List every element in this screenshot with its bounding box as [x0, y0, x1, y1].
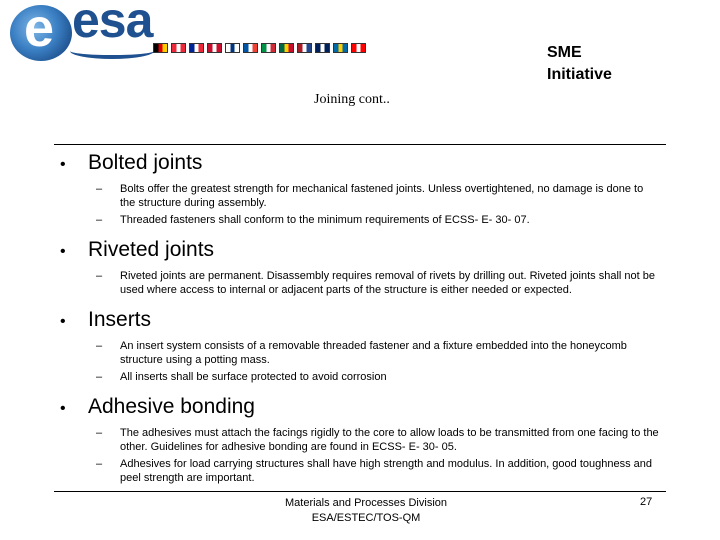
footer: [230, 496, 502, 526]
flag-icon: [225, 43, 240, 53]
flag-icon: [153, 43, 168, 53]
section-title: Adhesive bonding: [88, 395, 255, 418]
bullet-section: [60, 307, 660, 384]
esa-logo: [10, 0, 370, 63]
dash-marker: –: [96, 458, 103, 470]
section-title: Riveted joints: [88, 238, 215, 261]
top-divider: [54, 144, 666, 145]
bullet-icon: •: [60, 156, 66, 173]
bottom-divider: [54, 491, 666, 492]
sub-item-list: [60, 182, 660, 227]
flag-icon: [189, 43, 204, 53]
list-item: [60, 426, 660, 454]
dash-marker: –: [96, 214, 103, 226]
slide-subtitle: Joining cont..: [314, 92, 390, 107]
flag-icon: [261, 43, 276, 53]
logo-globe-letter: e: [24, 0, 55, 58]
bullet-icon: •: [60, 400, 66, 417]
dash-marker: –: [96, 371, 103, 383]
list-item-text: All inserts shall be surface protected to avoid corrosion: [120, 371, 387, 383]
list-item: [60, 339, 660, 367]
globe-icon: [10, 0, 72, 61]
list-item: [60, 213, 660, 227]
sme-line-2: Initiative: [547, 66, 612, 83]
dash-marker: –: [96, 340, 103, 352]
section-title: Inserts: [88, 308, 152, 331]
bullet-section: [60, 237, 660, 297]
list-item-text: Threaded fasteners shall conform to the minimum requirements of ECSS- E- 30- 07.: [120, 214, 530, 226]
list-item: [60, 457, 660, 485]
bullet-heading: [60, 237, 660, 265]
flag-icon: [279, 43, 294, 53]
sub-item-list: [60, 339, 660, 384]
bullet-icon: •: [60, 243, 66, 260]
bullet-section: [60, 394, 660, 485]
list-item: [60, 370, 660, 384]
list-item-text: Adhesives for load carrying structures shall have high strength and modulus. In addition, good toughness and peel strength are important.: [120, 458, 652, 484]
flag-icon: [333, 43, 348, 53]
dash-marker: –: [96, 270, 103, 282]
logo-text: esa: [72, 0, 153, 48]
list-item-text: Bolts offer the greatest strength for mechanical fastened joints. Unless overtightened, no damage is done to the structure during assembly.: [120, 183, 644, 209]
swoosh-icon: [70, 43, 154, 59]
bullet-icon: •: [60, 313, 66, 330]
sub-item-list: [60, 269, 660, 297]
section-title: Bolted joints: [88, 151, 203, 174]
list-item-text: The adhesives must attach the facings rigidly to the core to allow loads to be transmitted from one facing to the other. Guidelines for adhesive bonding are found in ECSS- E- 30- 05.: [120, 427, 659, 453]
page-number: 27: [640, 496, 653, 508]
footer-department: ESA/ESTEC/TOS-QM: [311, 512, 421, 524]
bullet-heading: [60, 394, 660, 422]
flag-icon: [315, 43, 330, 53]
sub-item-list: [60, 426, 660, 485]
footer-division: Materials and Processes Division: [284, 497, 447, 509]
bullet-heading: [60, 150, 660, 178]
bullet-section: [60, 150, 660, 227]
bullet-heading: [60, 307, 660, 335]
list-item: [60, 269, 660, 297]
dash-marker: –: [96, 427, 103, 439]
list-item: [60, 182, 660, 210]
flag-icon: [243, 43, 258, 53]
dash-marker: –: [96, 183, 103, 195]
sme-initiative-label: [547, 42, 612, 86]
slide-content: [60, 150, 660, 495]
sme-line-1: SME: [547, 44, 582, 61]
flag-icon: [351, 43, 366, 53]
list-item-text: An insert system consists of a removable threaded fastener and a fixture embedded into the honeycomb structure using a potting mass.: [120, 340, 627, 366]
list-item-text: Riveted joints are permanent. Disassembly requires removal of rivets by drilling out. Riveted joints shall not be used where access to internal or adjacent parts of the structure is either needed or expected.: [120, 270, 655, 296]
member-flags: [153, 43, 369, 53]
flag-icon: [297, 43, 312, 53]
flag-icon: [171, 43, 186, 53]
flag-icon: [207, 43, 222, 53]
